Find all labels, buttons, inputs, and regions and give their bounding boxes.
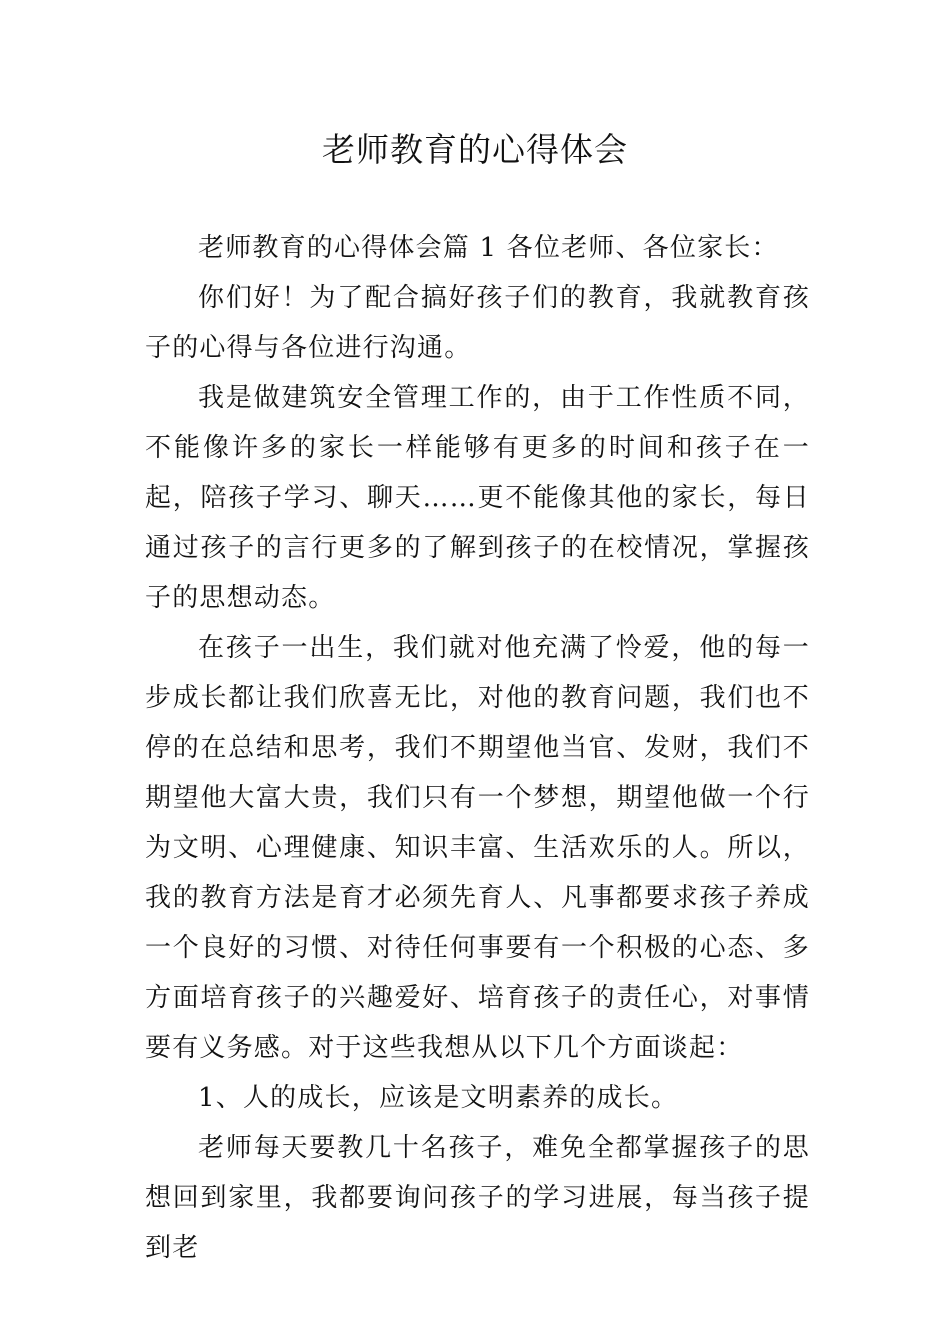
paragraph-intro: 老师教育的心得体会篇 1 各位老师、各位家长： (198, 233, 779, 263)
paragraph-method: 在孩子一出生，我们就对他充满了怜爱，他的每一步成长都让我们欣喜无比，对他的教育问题，我们也不停的在总结和思考，我们不期望他当官、发财，我们不期望他大富大贵，我们只有一个梦想，期望他做一个行为文明、心理健康、知识丰富、生活欢乐的人。所以，我的教育方法是育才必须先育人、凡事都要求孩子养成一个良好的习惯、对待任何事要有一个积极的心态、多方面培育孩子的兴趣爱好、培育孩子的责任心，对事情要有义务感。对于这些我想从以下几个方面谈起： (145, 633, 810, 1063)
paragraph-work: 我是做建筑安全管理工作的，由于工作性质不同，不能像许多的家长一样能够有更多的时间和孩子在一起，陪孩子学习、聊天……更不能像其他的家长，每日通过孩子的言行更多的了解到孩子的在校情况，掌握孩子的思想动态。 (145, 383, 810, 613)
paragraph-greeting: 你们好！为了配合搞好孩子们的教育，我就教育孩子的心得与各位进行沟通。 (145, 283, 810, 363)
document-body (145, 223, 810, 1273)
paragraph-teacher: 老师每天要教几十名孩子，难免全都掌握孩子的思想回到家里，我都要询问孩子的学习进展，每当孩子提到老 (145, 1133, 810, 1263)
document-title: 老师教育的心得体会 (322, 130, 628, 169)
paragraph-point-1: 1、人的成长，应该是文明素养的成长。 (198, 1083, 679, 1113)
